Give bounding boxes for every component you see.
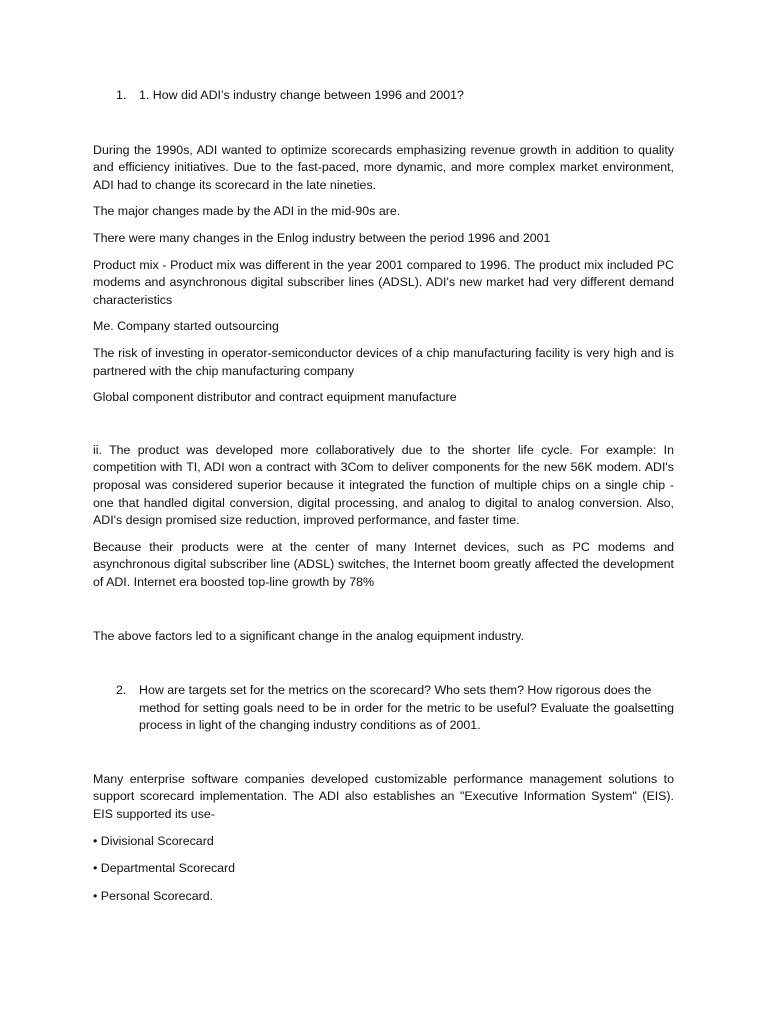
question-1 xyxy=(93,87,674,105)
question-1-text: 1. How did ADI’s industry change between 1996 and 2001? xyxy=(139,88,464,102)
question-2-line-2: method for setting goals need to be in order for the metric to be useful? Evaluate the goalsetting process in light of the changing industry conditions as of 2001. xyxy=(139,700,674,733)
paragraph-major-changes: The major changes made by the ADI in the mid-90s are. xyxy=(93,204,401,219)
paragraph-scorecard-1990s: During the 1990s, ADI wanted to optimize scorecards emphasizing revenue growth in addition to quality and efficiency initiatives. Due to the fast-paced, more dynamic, and more complex market environment, ADI had to change its scorecard in the late nineties. xyxy=(93,142,674,192)
paragraph-outsourcing: Me. Company started outsourcing xyxy=(93,319,279,334)
question-1-number: 1. xyxy=(116,88,127,102)
paragraph-analog-industry-change: The above factors led to a significant change in the analog equipment industry. xyxy=(93,629,524,644)
bullet-personal-scorecard: • Personal Scorecard. xyxy=(93,888,214,903)
question-2-number: 2. xyxy=(116,683,127,698)
paragraph-internet-boom: Because their products were at the center of many Internet devices, such as PC modems and asynchronous digital subscriber line (ADSL) switches, the Internet boom greatly affected the development of ADI. Internet era boosted top-line growth by 78% xyxy=(93,539,674,589)
paragraph-investment-risk: The risk of investing in operator-semiconductor devices of a chip manufacturing facility is very high and is partnered with the chip manufacturing company xyxy=(93,345,674,378)
paragraph-collaborative-development: ii. The product was developed more collaboratively due to the shorter life cycle. For example: In competition with TI, ADI won a contract with 3Com to deliver components for the new 56K modem. ADI's proposal was considered superior because it integrated the function of multiple chips on a single chip - one that handled digital conversion, digital processing, and analog to digital to analog conversion. Also, ADI's design promised size reduction, improved performance, and faster time. xyxy=(93,442,674,528)
bullet-departmental-scorecard: • Departmental Scorecard xyxy=(93,861,236,876)
paragraph-product-mix: Product mix - Product mix was different in the year 2001 compared to 1996. The product mix included PC modems and asynchronous digital subscriber lines (ADSL). ADI's new market had very different demand characteristics xyxy=(93,257,674,307)
question-2 xyxy=(93,682,674,735)
document-body xyxy=(93,87,674,905)
bullet-divisional-scorecard: • Divisional Scorecard xyxy=(93,833,214,848)
paragraph-enlog-industry: There were many changes in the Enlog industry between the period 1996 and 2001 xyxy=(93,230,551,245)
paragraph-global-distributor: Global component distributor and contract equipment manufacture xyxy=(93,390,457,405)
paragraph-performance-management: Many enterprise software companies developed customizable performance management solutions to support scorecard implementation. The ADI also establishes an "Executive Information System" (EIS). EIS supported its use- xyxy=(93,771,674,822)
question-2-line-1: How are targets set for the metrics on the scorecard? Who sets them? How rigorous does the xyxy=(139,683,652,698)
